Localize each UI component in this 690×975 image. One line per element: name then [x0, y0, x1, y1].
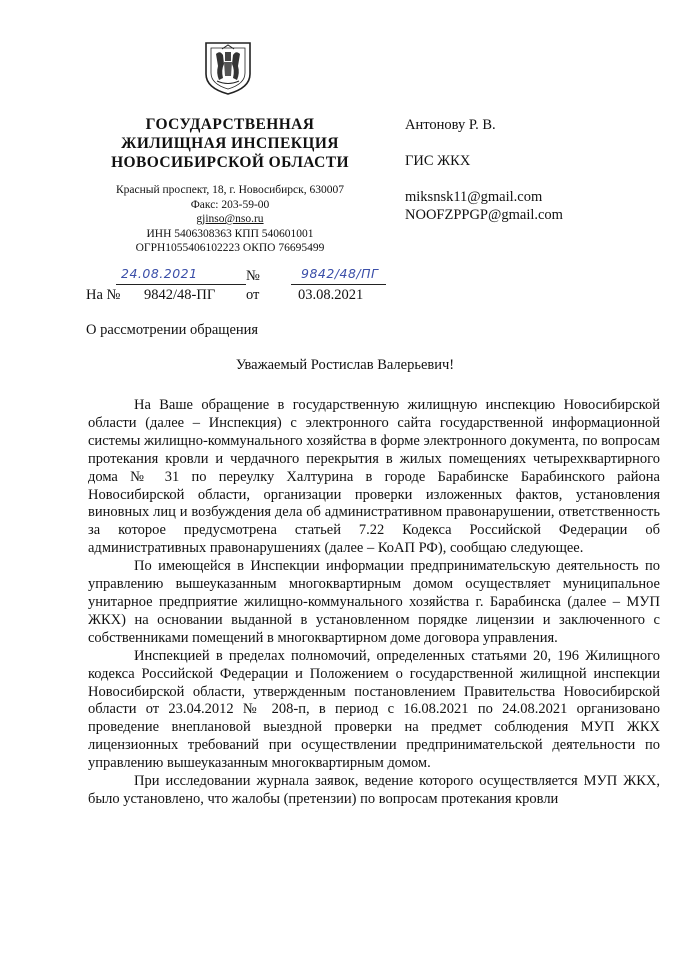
date-underline — [116, 284, 246, 285]
org-name-line-1: ГОСУДАРСТВЕННАЯ — [145, 116, 315, 133]
org-ogrn-okpo: ОГРН1055406102223 ОКПО 76695499 — [135, 242, 325, 254]
org-email-link[interactable]: gjinso@nso.ru — [196, 213, 264, 225]
handwritten-number: 9842/48/ПГ — [301, 266, 379, 281]
recipient-system: ГИС ЖКХ — [405, 153, 471, 169]
org-fax: Факс: 203-59-00 — [190, 198, 270, 211]
body-paragraph-2: По имеющейся в Инспекции информации предпринимательскую деятельность по управлению вышеуказанным многоквартирным домом осуществляет муниципальное унитарное предприятие жилищно-коммунального хозяйства г. Барабинска (далее – МУП ЖКХ) на основании выданной в установленном порядке лицензии и заключенного с собственниками помещений в многоквартирном доме договора управления. — [88, 558, 660, 646]
organization-name — [85, 115, 375, 172]
registration-block — [86, 264, 386, 304]
recipient-block — [405, 116, 563, 224]
org-name-line-2: ЖИЛИЩНАЯ ИНСПЕКЦИЯ — [121, 135, 339, 152]
number-underline — [291, 284, 386, 285]
org-inn-kpp: ИНН 5406308363 КПП 540601001 — [146, 227, 314, 240]
salutation: Уважаемый Ростислав Валерьевич! — [235, 357, 455, 373]
body-paragraph-1: На Ваше обращение в государственную жилищную инспекцию Новосибирской области (далее – Инспекция) с электронного сайта государственной информационной системы жилищно-коммунального хозяйства в форме электронного документа, по вопросам протекания кровли и чердачного перекрытия в жилых помещениях четырехквартирного дома № 31 по переулку Халтурина в городе Барабинске Барабинского района Новосибирской области, организации проверки изложенных фактов, установления виновных лиц и возбуждения дела об административном правонарушении, ответственность за которое предусмотрена статьей 7.22 Кодекса Российской Федерации об административных правонарушениях (далее – КоАП РФ), сообщаю следующее. — [88, 397, 660, 557]
from-label: от — [246, 287, 260, 303]
recipient-email-2: NOOFZPPGP@gmail.com — [405, 207, 563, 223]
number-sign: № — [246, 268, 260, 284]
letter-body — [88, 397, 660, 809]
org-name-line-3: НОВОСИБИРСКОЙ ОБЛАСТИ — [111, 154, 349, 171]
organization-requisites — [70, 183, 390, 256]
recipient-name: Антонову Р. В. — [405, 117, 496, 133]
body-paragraph-4: При исследовании журнала заявок, ведение которого осуществляется МУП ЖКХ, было установлено, что жалобы (претензии) по вопросам протекания кровли — [88, 773, 660, 807]
coat-of-arms-emblem — [203, 40, 253, 96]
recipient-email-1: miksnsk11@gmail.com — [405, 189, 543, 205]
body-paragraph-3: Инспекцией в пределах полномочий, определенных статьями 20, 196 Жилищного кодекса Российской Федерации и Положением о государственной жилищной инспекции Новосибирской области, утвержденным постановлением Правительства Новосибирской области от 23.04.2012 № 208-п, в период с 16.08.2021 по 24.08.2021 организовано проведение внеплановой выездной проверки на предмет соблюдения МУП ЖКХ лицензионных требований при осуществлении предпринимательской деятельности по управлению вышеуказанным многоквартирным домом. — [88, 647, 660, 772]
incoming-number: 9842/48-ПГ — [144, 287, 216, 303]
org-address: Красный проспект, 18, г. Новосибирск, 630007 — [115, 184, 344, 196]
incoming-date: 03.08.2021 — [298, 287, 364, 303]
reference-label: На № — [86, 287, 121, 303]
letter-subject: О рассмотрении обращения — [86, 322, 259, 338]
handwritten-date: 24.08.2021 — [121, 266, 198, 281]
